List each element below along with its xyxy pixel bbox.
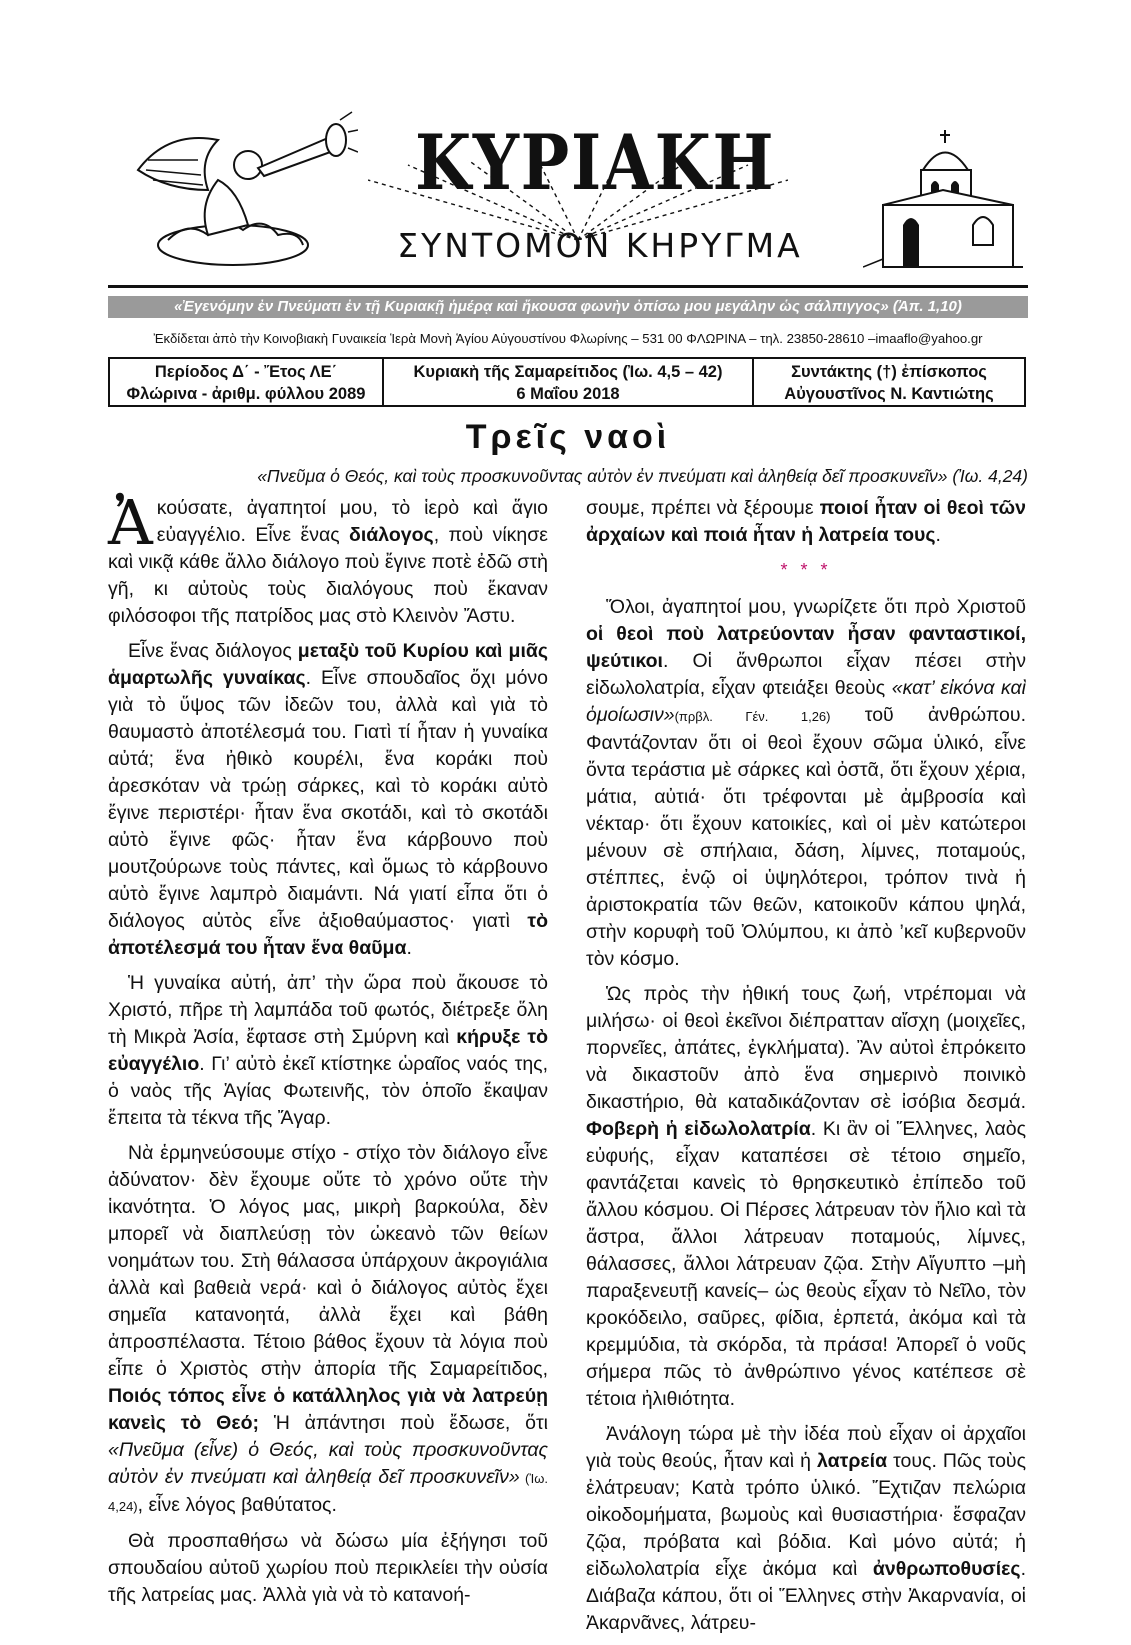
text: . Κι ἂν οἱ Ἕλληνες, λαὸς εὐφυής, εἶχαν καταπέσει σὲ τέτοιο σημεῖο, φαντάζεται κανεὶς τὸ θρησκευτικὸ ἐπίπεδο τοῦ ἄλλου κόσμου. Οἱ Πέρσες λάτρευαν τὸν ἥλιο καὶ τὰ ἄστρα, ἄλλοι λάτρευαν ποταμούς, λίμνες, θάλασσες, ἄλλοι λάτρευαν ζῷα. Στὴν Αἴγυπτο –μὴ παραξενευτῇ κανείς– ὡς θεοὺς εἶχαν τὸ Νεῖλο, τὸν κροκόδειλο, σαῦρες, φίδια, ἑρπετά, ἀκόμα καὶ τὰ κρεμμύδια, τὰ σκόρδα, τὰ πράσα! Ἀπορεῖ ὁ νοῦς σήμερα πῶς τὸ ἀνθρώπινο γένος κατέπεσε σὲ τέτοια ἠλιθιότητα. <box>586 1118 1026 1410</box>
bold-text: τὸ ἀποτέλεσμά του ἦταν ἕνα θαῦμα <box>108 910 548 959</box>
bold-text: ποιοί ἦταν οἱ θεοὶ τῶν ἀρχαίων καὶ ποιά ἦταν ἡ λατρεία τους <box>586 497 1026 546</box>
text: κούσατε, ἀγαπητοί μου, τὸ ἱερὸ καὶ ἅγιο εὐαγγέλιο. Εἶνε ἕνας <box>156 497 548 546</box>
bold-text: Φοβερὴ ἡ εἰδωλολατρία <box>586 1118 811 1140</box>
drop-cap: Ἀ <box>108 486 153 559</box>
author-role: Συντάκτης (†) ἐπίσκοπος <box>791 363 987 381</box>
newspaper-title: ΚΥΡΙΑΚΗ <box>415 118 776 207</box>
issue-period-cell <box>110 359 384 405</box>
text: σουμε, πρέπει νὰ ξέρουμε <box>586 497 820 519</box>
issue-author-cell <box>754 359 1024 405</box>
text: Ἡ γυναίκα αὐτή, ἀπ’ τὴν ὥρα ποὺ ἄκουσε τὸ Χριστό, πῆρε τὴ λαμπάδα τοῦ φωτός, διέτρεξε ὅλη τὴ Μικρὰ Ἀσία, ἔφτασε στὴ Σμύρνη καὶ <box>108 972 548 1048</box>
bold-text: διάλογος <box>349 524 434 546</box>
text: . Οἱ ἄνθρωποι εἶχαν πέσει στὴν εἰδωλολατρία, εἶχαν φτειάξει θεοὺς <box>586 650 1026 699</box>
article-column-left <box>108 486 549 1617</box>
italic-quote: «κατ’ εἰκόνα καὶ ὁμοίωσιν» <box>586 677 1026 726</box>
paragraph: Θὰ προσπαθήσω νὰ δώσω μία ἐξήγησι τοῦ σπουδαίου αὐτοῦ χωρίου ποὺ περικλείει τὴν οὐσία τῆς λατρείας μας. Ἀλλὰ γιὰ νὰ τὸ κατανοή- <box>108 1530 548 1606</box>
text: Εἶνε ἕνας διάλογος <box>128 640 298 662</box>
article-epigraph: «Πνεῦμα ὁ Θεός, καὶ τοὺς προσκυνοῦντας αὐτὸν ἐν πνεύματι καὶ ἀληθείᾳ δεῖ προσκυνεῖν» (Ἰω. 4,24) <box>257 466 1028 486</box>
article-title: Τρεῖς ναοὶ <box>465 418 671 456</box>
paragraph <box>108 486 548 630</box>
paragraph <box>108 638 548 962</box>
section-separator: * * * <box>780 560 832 580</box>
text: . Διάβαζα κάπου, ὅτι οἱ Ἕλληνες στὴν Ἀκαρνανία, οἱ Ἀκαρνᾶνες, λάτρευ- <box>586 1558 1026 1634</box>
masthead <box>108 100 1028 280</box>
reference: (Ἰω. 4,24) <box>108 1471 548 1514</box>
paragraph <box>586 1421 1026 1637</box>
italic-quote: «Πνεῦμα (εἶνε) ὁ Θεός, καὶ τοὺς προσκυνοῦντας αὐτὸν ἐν πνεύματι καὶ ἀληθείᾳ δεῖ προσκυνεῖν» <box>108 1439 548 1488</box>
text: Νὰ ἑρμηνεύσουμε στίχο - στίχο τὸν διάλογο εἶνε ἀδύνατον· δὲν ἔχουμε οὔτε τὸ χρόνο οὔτε τὴν ἱκανότητα. Ὁ λόγος μας, μικρὴ βαρκούλα, δὲν μπορεῖ νὰ διαπλεύσῃ τὸν ὠκεανὸ τῶν θείων νοημάτων του. Στὴ θάλασσα ὑπάρχουν ἀκρογιάλια ἀλλὰ καὶ βαθειὰ νερά· καὶ ὁ διάλογος αὐτὸς ἔχει σημεῖα κατανοητά, ἀλλὰ ἔχει καὶ βάθη ἀπροσπέλαστα. Τέτοιο βάθος ἔχουν τὰ λόγια ποὺ εἶπε ὁ Χριστὸς στὴν ἀπορία τῆς Σαμαρείτιδος, <box>108 1142 548 1380</box>
text: . <box>406 937 412 959</box>
text: . Εἶνε σπουδαῖος ὄχι μόνο γιὰ τὸ ὕψος τῶν ἰδεῶν του, ἀλλὰ καὶ γιὰ τὸ θαυμαστὸ ἀποτέλεσμά του. Γιατὶ τί ἦταν ἡ γυναίκα αὐτά; ἕνα ἠθικὸ κουρέλι, ἕνα κοράκι ποὺ ἀρεσκόταν νὰ τρώῃ σάρκες, καὶ τὸ κοράκι αὐτὸ ἔγινε περιστέρι· ἦταν ἕνα σκοτάδι, καὶ τὸ σκοτάδι αὐτὸ ἔγινε φῶς· ἦταν ἕνα κάρβουνο ποὺ μουτζούρωνε τοὺς πάντες, καὶ ὅμως τὸ κάρβουνο αὐτὸ ἔγινε λαμπρὸ διαμάντι. Νά γιατί εἶπα ὅτι ὁ διάλογος αὐτὸς εἶνε ἀξιοθαύμαστος· γιατὶ <box>108 667 549 932</box>
text: , ποὺ νίκησε καὶ νικᾷ κάθε ἄλλο διάλογο ποὺ ἔγινε ποτὲ ἐδῶ στὴ γῆ, κι αὐτοὺς τοὺς διαλόγους ποὺ ἔκαναν φιλόσοφοι τῆς πατρίδος μας στὸ Κλεινὸν Ἄστυ. <box>108 524 548 627</box>
trumpeting-angel-icon <box>108 110 358 270</box>
paragraph <box>108 970 548 1132</box>
author-name: Αὐγουστῖνος Ν. Καντιώτης <box>784 385 994 403</box>
reference: (πρβλ. Γέν. 1,26) <box>674 709 831 724</box>
text: τοῦ ἀνθρώπου. Φαντάζονταν ὅτι οἱ θεοὶ ἔχουν σῶμα ὑλικό, εἶνε ὄντα τεράστια μὲ σάρκες καὶ ὀστᾶ, ὅτι ἔχουν χέρια, μάτια, αὐτιά· ὅτι τρέφονται μὲ ἀμβροσία καὶ νέκταρ· ὅτι ἔχουν κατοικίες, καὶ οἱ μὲν κατώτεροι μένουν σὲ σπήλαια, δάση, λίμνες, ποταμούς, στέππες, ἐνῷ οἱ ὑψηλότεροι, τρόπον τινὰ ἡ ἀριστοκρατία τῶν θεῶν, κατοικοῦν κάπου ψηλά, στὴν κορυφὴ τοῦ Ὀλύμπου, κι ἀπὸ ’κεῖ κυβερνοῦν τὸν κόσμο. <box>586 704 1026 970</box>
issue-period: Περίοδος Δ΄ - Ἔτος ΛΕ΄ <box>154 363 338 381</box>
text: τους. Πῶς τοὺς ἐλάτρευαν; Κατὰ τρόπο ὑλικό. Ἔχτιζαν πελώρια οἰκοδομήματα, βωμοὺς καὶ θυσιαστήρια· ἔσφαζαν ζῷα, πρόβατα καὶ βόδια. Καὶ μόνο αὐτά; ἡ εἰδωλολατρία εἶχε ἀκόμα καὶ <box>586 1450 1026 1580</box>
verse-banner: «Ἐγενόμην ἐν Πνεύματι ἐν τῇ Κυριακῇ ἡμέρᾳ καὶ ἤκουσα φωνὴν ὀπίσω μου μεγάλην ὡς σάλπιγγος» (Ἀπ. 1,10) <box>108 296 1028 318</box>
text: . Γι’ αὐτὸ ἐκεῖ κτίστηκε ὡραῖος ναός της, ὁ ναὸς τῆς Ἁγίας Φωτεινῆς, τὸν ὁποῖο ἔκαψαν ἔπειτα τὰ τέκνα τῆς Ἄγαρ. <box>108 1053 548 1129</box>
bold-text: μεταξὺ τοῦ Κυρίου καὶ μιᾶς ἁμαρτωλῆς γυναίκας <box>108 640 548 689</box>
sunday-name: Κυριακὴ τῆς Σαμαρείτιδος (Ἰω. 4,5 – 42) <box>413 363 723 381</box>
paragraph <box>586 495 1026 549</box>
byzantine-church-icon <box>863 125 1028 275</box>
header-rule <box>108 285 1028 288</box>
text: Ὡς πρὸς τὴν ἠθική τους ζωή, ντρέπομαι νὰ μιλήσω· οἱ θεοὶ ἐκεῖνοι διέπρατταν αἴσχη (μοιχεῖες, πορνεῖες, ἀπάτες, ἐγκλήματα). Ἂν αὐτοὶ ἐπρόκειτο νὰ δικαστοῦν ἀπὸ ἕνα σημερινὸ ποινικὸ δικαστήριο, θὰ καταδικάζονταν σὲ ἰσόβια δεσμά. <box>586 983 1026 1113</box>
bold-text: Ποιός τόπος εἶνε ὁ κατάλληλος γιὰ νὰ λατρεύῃ κανεὶς τὸ Θεό; <box>108 1385 548 1434</box>
paragraph <box>108 1140 548 1520</box>
paragraph <box>586 594 1026 973</box>
text: , εἶνε λόγος βαθύτατος. <box>137 1494 337 1516</box>
bold-text: οἱ θεοὶ ποὺ λατρεύονταν ἦσαν φανταστικοί, ψεύτικοι <box>586 623 1026 672</box>
issue-sunday-cell <box>384 359 754 405</box>
bold-text: ἀνθρωποθυσίες <box>872 1558 1021 1580</box>
issue-date: 6 Μαΐου 2018 <box>516 385 620 403</box>
bold-text: λατρεία <box>817 1450 888 1472</box>
publisher-line: Ἐκδίδεται ἀπὸ τὴν Κοινοβιακὴ Γυναικεία Ἱερὰ Μονὴ Ἁγίου Αὐγουστίνου Φλωρίνης – 531 00 ΦΛΩΡΙΝΑ – τηλ. 23850-28610 –imaaflo@yahoo.gr <box>153 331 983 346</box>
issue-number: Φλώρινα - ἀριθμ. φύλλου 2089 <box>126 385 366 403</box>
issue-info-box <box>108 357 1026 407</box>
text: . <box>935 524 941 546</box>
article-column-right <box>586 495 1026 1645</box>
paragraph <box>586 981 1026 1413</box>
newspaper-subtitle: ΣΥΝΤΟΜΟΝ ΚΗΡΥΓΜΑ <box>397 226 803 265</box>
text: Ἀνάλογη τώρα μὲ τὴν ἰδέα ποὺ εἶχαν οἱ ἀρχαῖοι γιὰ τοὺς θεούς, ἦταν καὶ ἡ <box>586 1423 1026 1472</box>
text: Ἡ ἀπάντησι ποὺ ἔδωσε, ὅτι <box>258 1412 548 1434</box>
text: Ὅλοι, ἀγαπητοί μου, γνωρίζετε ὅτι πρὸ Χριστοῦ <box>606 596 1026 618</box>
bold-text: κήρυξε τὸ εὐαγγέλιο <box>108 1026 548 1075</box>
